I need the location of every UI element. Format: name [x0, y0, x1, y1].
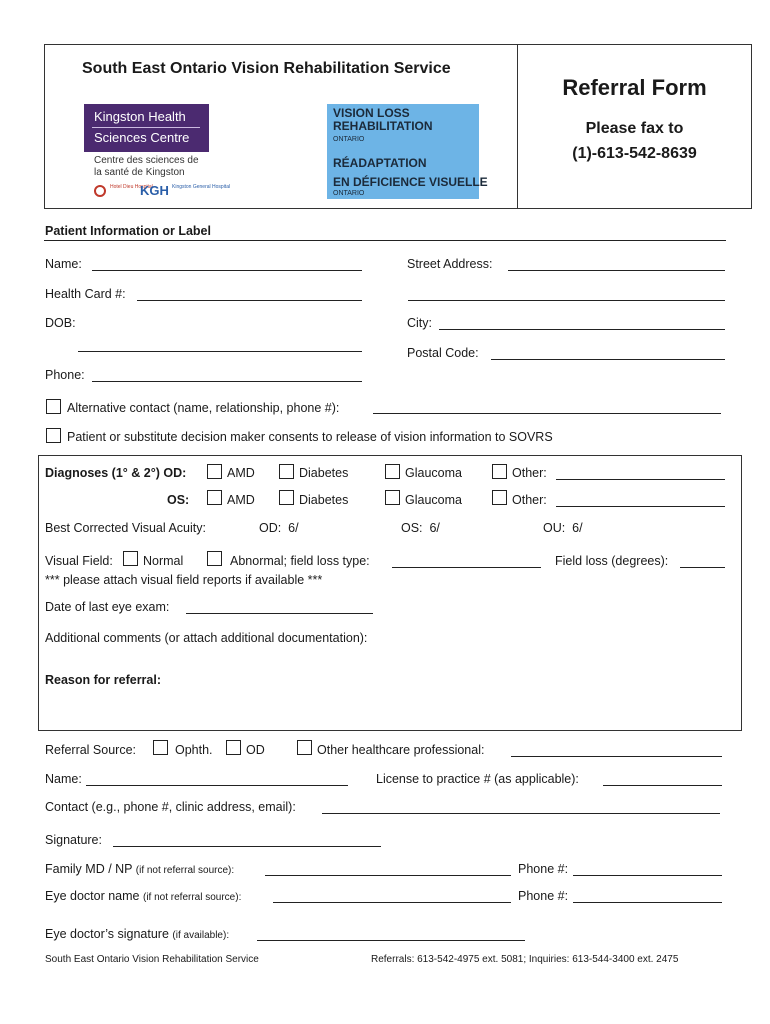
os-amd-checkbox[interactable] — [207, 490, 222, 505]
diagnoses-od-label: Diagnoses (1° & 2°) OD: — [45, 466, 187, 480]
referral-source-label: Referral Source: — [45, 743, 137, 757]
eye-doctor-phone-label: Phone #: — [518, 889, 569, 903]
os-diabetes-checkbox[interactable] — [279, 490, 294, 505]
vlr-logo-line1: VISION LOSS — [333, 106, 410, 120]
last-exam-label: Date of last eye exam: — [45, 600, 170, 614]
contact-label: Contact (e.g., phone #, clinic address, email): — [45, 800, 296, 814]
bcva-od-label: OD: 6/ — [259, 521, 299, 535]
patient-section-title: Patient Information or Label — [45, 224, 211, 238]
postal-code-field[interactable] — [491, 359, 725, 360]
signature-label: Signature: — [45, 833, 102, 847]
visual-field-normal-checkbox[interactable] — [123, 551, 138, 566]
health-card-label: Health Card #: — [45, 287, 126, 301]
visual-field-abnormal-checkbox[interactable] — [207, 551, 222, 566]
phone-field[interactable] — [92, 381, 362, 382]
vlr-logo-line4: RÉADAPTATION — [333, 156, 427, 170]
hotel-dieu-logo-icon — [94, 185, 106, 197]
other-hcp-label: Other healthcare professional: — [317, 743, 485, 757]
family-md-phone-field[interactable] — [573, 875, 722, 876]
od-glaucoma-label: Glaucoma — [405, 466, 462, 480]
os-other-checkbox[interactable] — [492, 490, 507, 505]
consent-checkbox[interactable] — [46, 428, 61, 443]
vlr-logo-line2: REHABILITATION — [333, 119, 433, 133]
footer-right: Referrals: 613-542-4975 ext. 5081; Inquiries: 613-544-3400 ext. 2475 — [371, 954, 679, 965]
street-address-field-2[interactable] — [408, 300, 725, 301]
os-glaucoma-label: Glaucoma — [405, 493, 462, 507]
consent-label: Patient or substitute decision maker consents to release of vision information to SOVRS — [67, 430, 553, 444]
dob-field[interactable] — [78, 351, 362, 352]
khsc-logo-divider — [92, 127, 200, 128]
vlr-logo-line3: ONTARIO — [333, 136, 365, 143]
other-hcp-field[interactable] — [511, 756, 722, 757]
khsc-logo-french-2: la santé de Kingston — [94, 167, 185, 178]
patient-name-field[interactable] — [92, 270, 362, 271]
bcva-os-label: OS: 6/ — [401, 521, 440, 535]
city-label: City: — [407, 316, 432, 330]
form-title: Referral Form — [562, 75, 707, 100]
contact-field[interactable] — [322, 813, 720, 814]
field-loss-degrees-label: Field loss (degrees): — [555, 554, 669, 568]
khsc-logo-line1: Kingston Health — [94, 109, 186, 124]
od-glaucoma-checkbox[interactable] — [385, 464, 400, 479]
vlr-logo-line5: EN DÉFICIENCE VISUELLE — [333, 175, 488, 189]
hotel-dieu-logo-text: Hotel Dieu Hospital — [110, 184, 153, 190]
field-loss-type-field[interactable] — [392, 567, 541, 568]
fax-number: (1)-613-542-8639 — [572, 145, 697, 162]
eye-doctor-signature-label — [45, 926, 229, 944]
last-exam-field[interactable] — [186, 613, 373, 614]
referrer-name-field[interactable] — [86, 785, 348, 786]
bcva-ou-label: OU: 6/ — [543, 521, 583, 535]
dob-label: DOB: — [45, 316, 76, 330]
od-checkbox[interactable] — [226, 740, 241, 755]
family-md-phone-label: Phone #: — [518, 862, 569, 876]
patient-name-label: Name: — [45, 257, 82, 271]
os-amd-label: AMD — [227, 493, 255, 507]
alt-contact-field[interactable] — [373, 413, 721, 414]
attach-note: *** please attach visual field reports if available *** — [45, 573, 323, 587]
ophth-checkbox[interactable] — [153, 740, 168, 755]
reason-label: Reason for referral: — [45, 673, 162, 687]
footer-left: South East Ontario Vision Rehabilitation Service — [45, 954, 259, 965]
health-card-field[interactable] — [137, 300, 362, 301]
referrer-name-label: Name: — [45, 772, 82, 786]
od-other-label: Other: — [512, 466, 547, 480]
license-field[interactable] — [603, 785, 722, 786]
khsc-logo-line2: Sciences Centre — [94, 130, 190, 145]
os-other-field[interactable] — [556, 506, 725, 507]
fax-label: Please fax to — [585, 120, 684, 137]
od-other-field[interactable] — [556, 479, 725, 480]
od-amd-label: AMD — [227, 466, 255, 480]
org-title: South East Ontario Vision Rehabilitation Service — [82, 60, 451, 77]
eye-doctor-signature-field[interactable] — [257, 940, 525, 941]
alt-contact-label: Alternative contact (name, relationship, phone #): — [67, 401, 340, 415]
eye-doctor-label-text: Eye doctor name — [45, 889, 140, 903]
eye-doctor-label — [45, 888, 241, 906]
od-amd-checkbox[interactable] — [207, 464, 222, 479]
diagnoses-os-label: OS: — [167, 493, 190, 507]
eye-doctor-phone-field[interactable] — [573, 902, 722, 903]
city-field[interactable] — [439, 329, 725, 330]
eye-doctor-signature-label-text: Eye doctor’s signature — [45, 927, 169, 941]
patient-section-rule — [44, 240, 726, 241]
od-label: OD — [246, 743, 265, 757]
kgh-logo-mark: KGH — [140, 183, 169, 198]
eye-doctor-field[interactable] — [273, 902, 511, 903]
visual-field-label: Visual Field: — [45, 554, 113, 568]
ophth-label: Ophth. — [175, 743, 213, 757]
street-address-field[interactable] — [508, 270, 725, 271]
khsc-logo-french-1: Centre des sciences de — [94, 155, 199, 166]
visual-field-abnormal-label: Abnormal; field loss type: — [230, 554, 370, 568]
os-diabetes-label: Diabetes — [299, 493, 349, 507]
od-diabetes-label: Diabetes — [299, 466, 349, 480]
os-glaucoma-checkbox[interactable] — [385, 490, 400, 505]
kgh-logo-text: Kingston General Hospital — [172, 184, 231, 190]
visual-field-normal-label: Normal — [143, 554, 184, 568]
license-label: License to practice # (as applicable): — [376, 772, 579, 786]
postal-code-label: Postal Code: — [407, 346, 479, 360]
field-loss-degrees-field[interactable] — [680, 567, 725, 568]
street-address-label: Street Address: — [407, 257, 493, 271]
family-md-label-text: Family MD / NP — [45, 862, 133, 876]
family-md-field[interactable] — [265, 875, 511, 876]
comments-label: Additional comments (or attach additional documentation): — [45, 631, 368, 645]
phone-label: Phone: — [45, 368, 85, 382]
vlr-logo-line6: ONTARIO — [333, 190, 365, 197]
os-other-label: Other: — [512, 493, 547, 507]
alt-contact-checkbox[interactable] — [46, 399, 61, 414]
od-diabetes-checkbox[interactable] — [279, 464, 294, 479]
eye-doctor-note: (if not referral source): — [142, 892, 242, 903]
family-md-label — [45, 861, 234, 879]
od-other-checkbox[interactable] — [492, 464, 507, 479]
signature-field[interactable] — [113, 846, 381, 847]
eye-doctor-signature-note: (if available): — [172, 930, 230, 941]
family-md-note: (if not referral source): — [135, 865, 235, 876]
bcva-label: Best Corrected Visual Acuity: — [45, 521, 206, 535]
other-hcp-checkbox[interactable] — [297, 740, 312, 755]
